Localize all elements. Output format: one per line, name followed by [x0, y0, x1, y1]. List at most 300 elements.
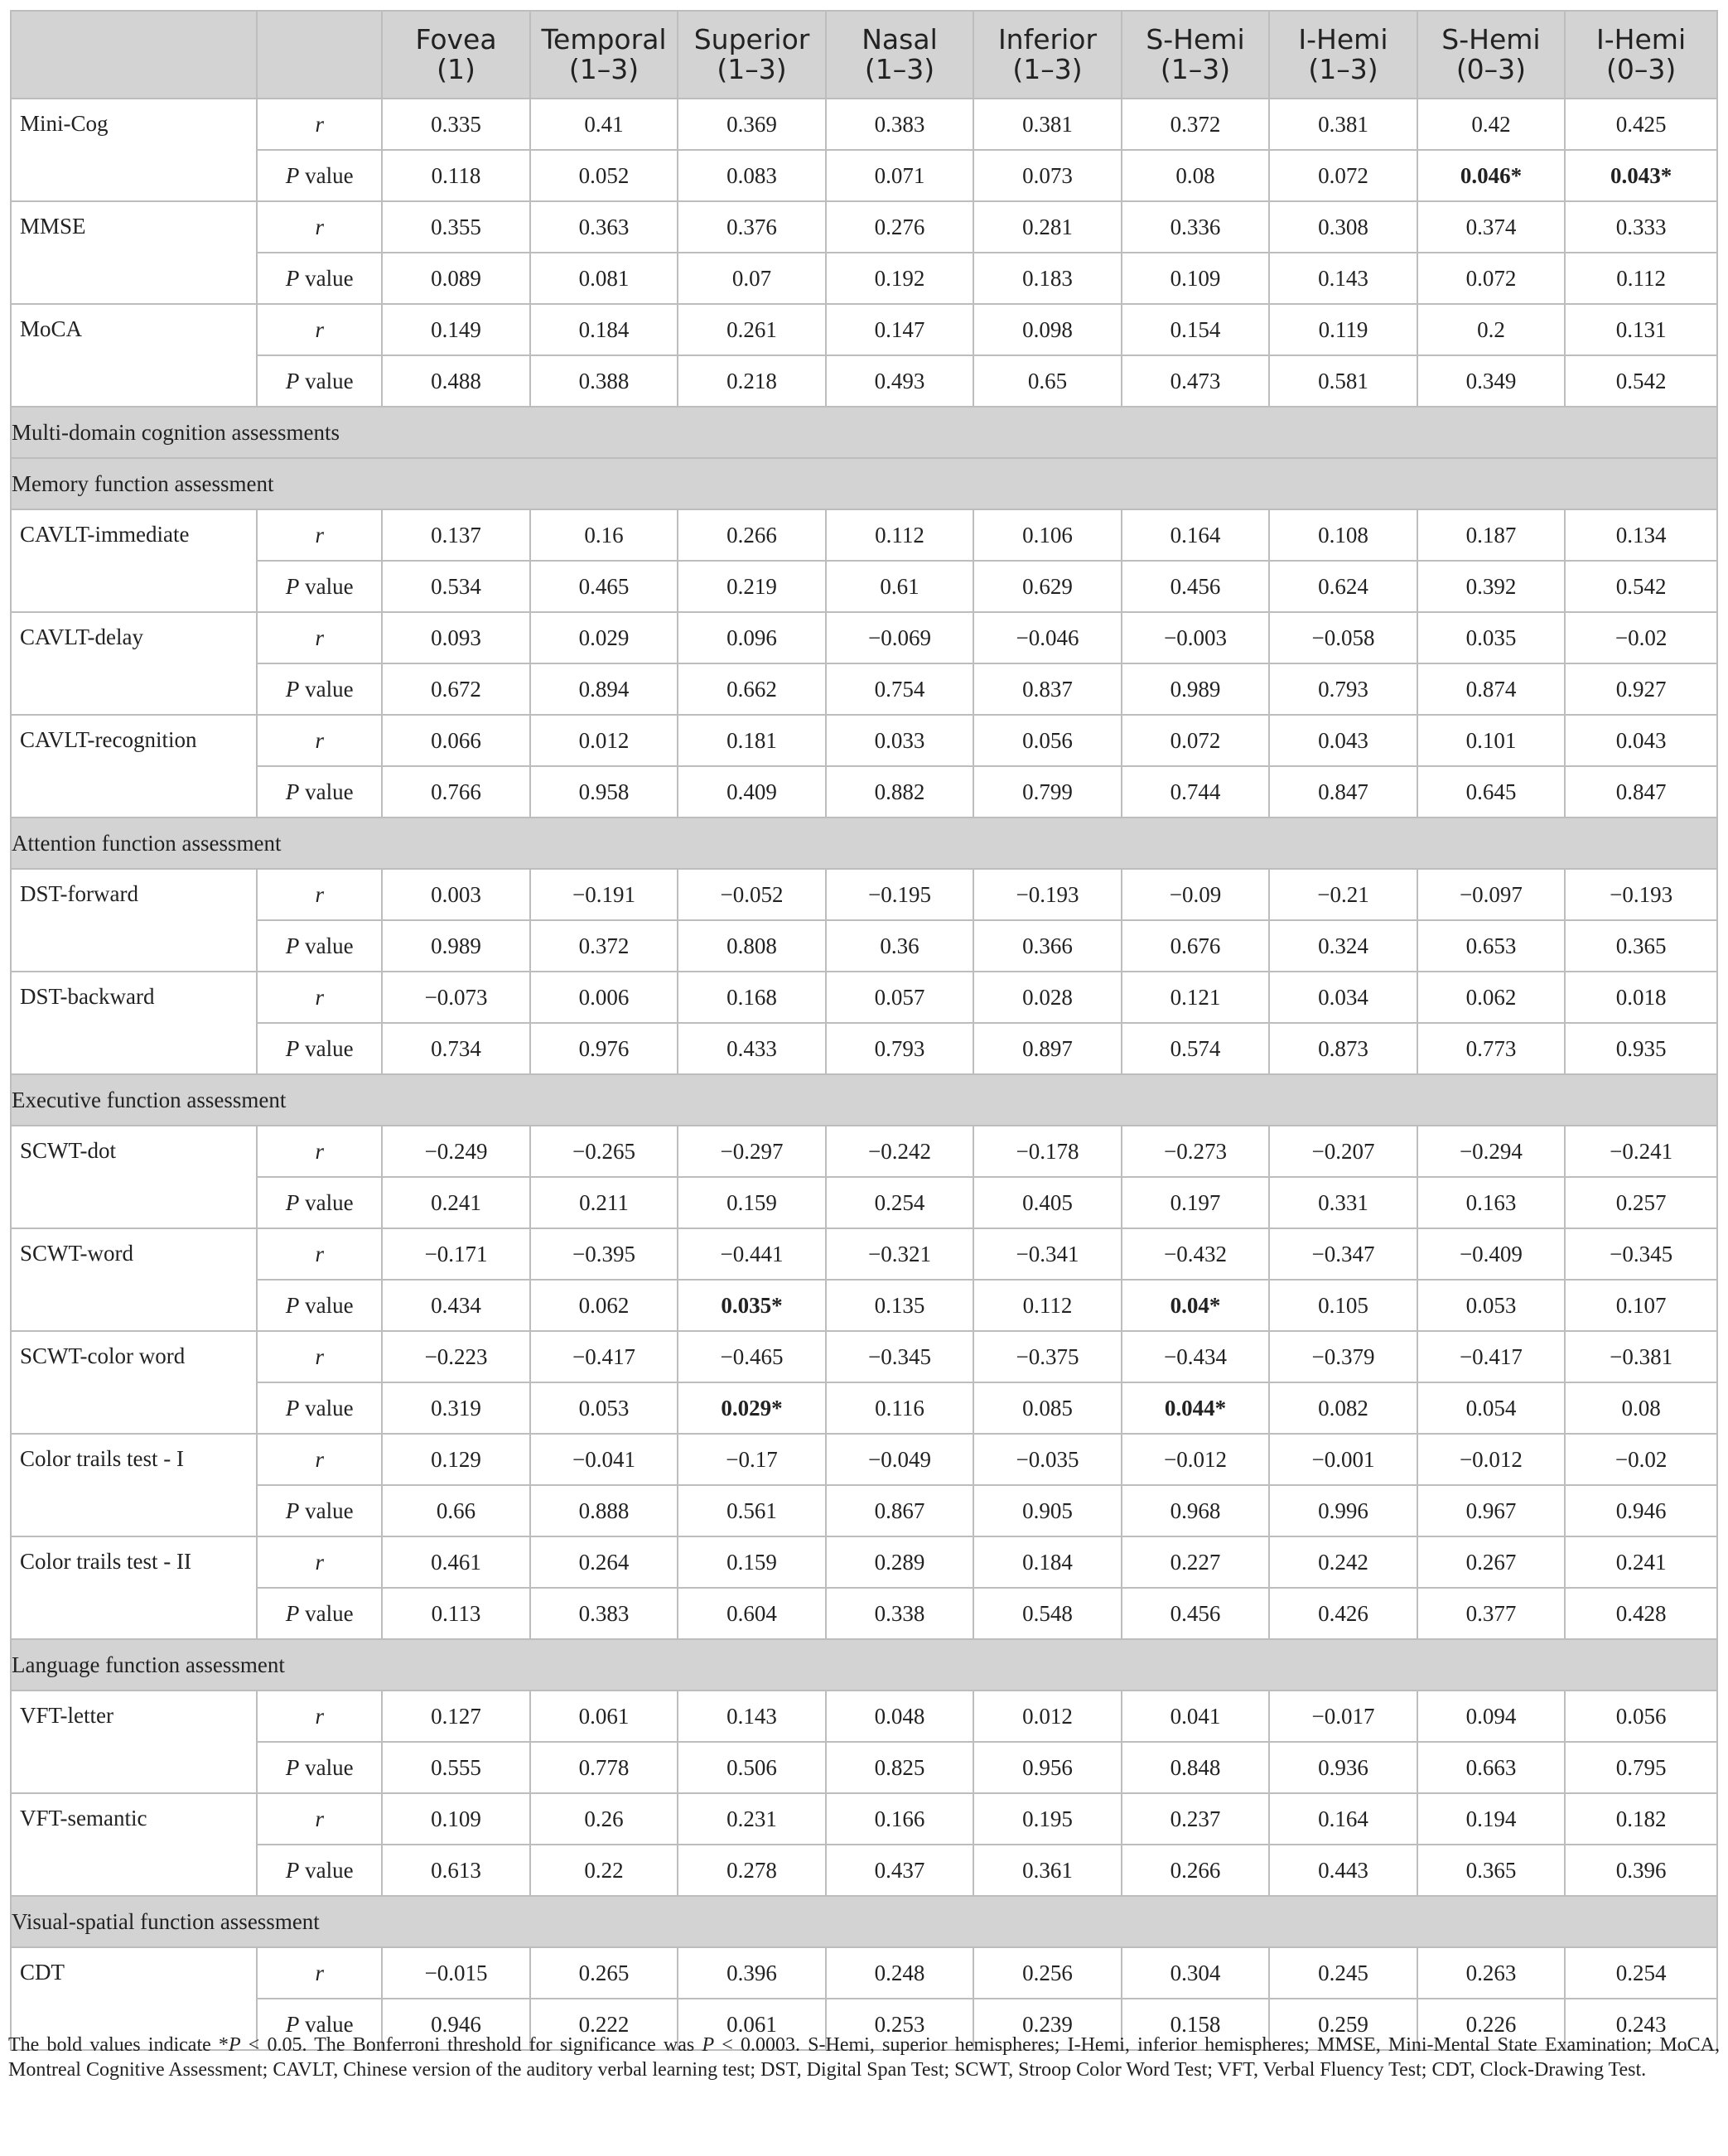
- r-value-cell: 0.093: [382, 612, 529, 663]
- r-value-cell: −0.001: [1269, 1434, 1417, 1485]
- p-value-cell: 0.324: [1269, 920, 1417, 972]
- r-value-cell: 0.112: [826, 509, 973, 561]
- p-value-cell: 0.08: [1565, 1382, 1717, 1434]
- r-value-cell: 0.396: [678, 1947, 825, 1999]
- p-value-cell: 0.253: [826, 1999, 973, 2050]
- measure-label: SCWT-word: [11, 1228, 257, 1331]
- r-value-cell: −0.193: [1565, 869, 1717, 920]
- p-value-cell: 0.493: [826, 355, 973, 407]
- measure-label: MMSE: [11, 201, 257, 304]
- r-value-cell: −0.052: [678, 869, 825, 920]
- r-value-cell: −0.09: [1122, 869, 1269, 920]
- p-value-cell: 0.848: [1122, 1742, 1269, 1793]
- stat-label-p-rest: value: [299, 1395, 354, 1420]
- column-header-range: (0–3): [1455, 53, 1527, 85]
- stat-label-p-italic: P: [285, 676, 300, 702]
- p-value-cell: 0.338: [826, 1588, 973, 1639]
- column-header: [1122, 11, 1269, 99]
- r-value-cell: −0.434: [1122, 1331, 1269, 1382]
- p-value-cell: 0.029*: [678, 1382, 825, 1434]
- r-value-cell: 0.066: [382, 715, 529, 766]
- p-value-cell: 0.778: [530, 1742, 678, 1793]
- r-value-cell: 0.383: [826, 99, 973, 150]
- stat-label-r: r: [257, 1691, 382, 1742]
- r-value-cell: 0.006: [530, 972, 678, 1023]
- p-value-cell: 0.163: [1417, 1177, 1565, 1228]
- section-title: Multi-domain cognition assessments: [11, 407, 1717, 458]
- r-value-cell: 0.149: [382, 304, 529, 355]
- p-value-cell: 0.107: [1565, 1280, 1717, 1331]
- p-value-cell: 0.968: [1122, 1485, 1269, 1536]
- p-value-cell: 0.574: [1122, 1023, 1269, 1074]
- r-value-cell: 0.304: [1122, 1947, 1269, 1999]
- p-value-cell: 0.61: [826, 561, 973, 612]
- p-value-cell: 0.946: [382, 1999, 529, 2050]
- stat-label-p-rest: value: [299, 1498, 354, 1523]
- r-value-cell: −0.409: [1417, 1228, 1565, 1280]
- r-value-cell: −0.345: [1565, 1228, 1717, 1280]
- r-value-cell: 0.072: [1122, 715, 1269, 766]
- measure-label: SCWT-dot: [11, 1126, 257, 1228]
- table-body: [11, 99, 1717, 2050]
- table-row: [11, 1023, 1717, 1074]
- r-value-cell: −0.341: [973, 1228, 1121, 1280]
- header-blank-cell: [257, 11, 382, 99]
- table-row: [11, 1382, 1717, 1434]
- r-value-cell: −0.041: [530, 1434, 678, 1485]
- r-value-cell: −0.375: [973, 1331, 1121, 1382]
- r-value-cell: 0.369: [678, 99, 825, 150]
- r-value-cell: 0.094: [1417, 1691, 1565, 1742]
- stat-label-r: r: [257, 1434, 382, 1485]
- measure-label: Color trails test - I: [11, 1434, 257, 1536]
- stat-label-p-value: [257, 663, 382, 715]
- r-value-cell: 0.043: [1565, 715, 1717, 766]
- p-value-cell: 0.506: [678, 1742, 825, 1793]
- table-row: [11, 920, 1717, 972]
- table-row: [11, 201, 1717, 253]
- section-header-row: [11, 458, 1717, 509]
- p-value-cell: 0.548: [973, 1588, 1121, 1639]
- section-header-row: [11, 407, 1717, 458]
- stat-label-r: r: [257, 612, 382, 663]
- p-value-cell: 0.561: [678, 1485, 825, 1536]
- p-value-cell: 0.996: [1269, 1485, 1417, 1536]
- table-row: [11, 304, 1717, 355]
- p-value-cell: 0.989: [382, 920, 529, 972]
- stat-label-p-value: [257, 1845, 382, 1896]
- p-value-cell: 0.426: [1269, 1588, 1417, 1639]
- column-header: [1417, 11, 1565, 99]
- measure-label: Color trails test - II: [11, 1536, 257, 1639]
- r-value-cell: 0.012: [973, 1691, 1121, 1742]
- stat-label-p-italic: P: [285, 265, 300, 291]
- r-value-cell: −0.347: [1269, 1228, 1417, 1280]
- measure-label: CAVLT-immediate: [11, 509, 257, 612]
- r-value-cell: 0.096: [678, 612, 825, 663]
- p-value-cell: 0.795: [1565, 1742, 1717, 1793]
- column-header-range: (1–3): [864, 53, 935, 85]
- r-value-cell: −0.195: [826, 869, 973, 920]
- p-value-cell: 0.534: [382, 561, 529, 612]
- r-value-cell: −0.097: [1417, 869, 1565, 920]
- measure-label: SCWT-color word: [11, 1331, 257, 1434]
- stat-label-r: r: [257, 304, 382, 355]
- r-value-cell: −0.191: [530, 869, 678, 920]
- r-value-cell: 0.109: [382, 1793, 529, 1845]
- stat-label-r: r: [257, 1331, 382, 1382]
- p-value-cell: 0.366: [973, 920, 1121, 972]
- r-value-cell: 0.376: [678, 201, 825, 253]
- r-value-cell: −0.02: [1565, 1434, 1717, 1485]
- r-value-cell: 0.2: [1417, 304, 1565, 355]
- section-header-row: [11, 1639, 1717, 1691]
- p-value-cell: 0.927: [1565, 663, 1717, 715]
- p-value-cell: 0.847: [1269, 766, 1417, 818]
- stat-label-p-value: [257, 1485, 382, 1536]
- p-value-cell: 0.663: [1417, 1742, 1565, 1793]
- p-value-cell: 0.073: [973, 150, 1121, 201]
- column-header-range: (1–3): [568, 53, 640, 85]
- table-row: [11, 1434, 1717, 1485]
- r-value-cell: −0.249: [382, 1126, 529, 1177]
- column-header-name: Nasal: [862, 23, 938, 55]
- table-row: [11, 869, 1717, 920]
- r-value-cell: 0.129: [382, 1434, 529, 1485]
- r-value-cell: 0.056: [973, 715, 1121, 766]
- table-row: [11, 1228, 1717, 1280]
- r-value-cell: 0.266: [678, 509, 825, 561]
- column-header: [1269, 11, 1417, 99]
- p-value-cell: 0.604: [678, 1588, 825, 1639]
- stat-label-p-rest: value: [299, 1754, 354, 1780]
- r-value-cell: 0.056: [1565, 1691, 1717, 1742]
- stat-label-p-value: [257, 150, 382, 201]
- stat-label-p-rest: value: [299, 162, 354, 188]
- r-value-cell: 0.121: [1122, 972, 1269, 1023]
- stat-label-p-italic: P: [285, 1857, 300, 1883]
- p-value-cell: 0.744: [1122, 766, 1269, 818]
- p-value-cell: 0.967: [1417, 1485, 1565, 1536]
- p-value-cell: 0.061: [678, 1999, 825, 2050]
- p-value-cell: 0.211: [530, 1177, 678, 1228]
- p-value-cell: 0.219: [678, 561, 825, 612]
- table-row: [11, 663, 1717, 715]
- p-value-cell: 0.372: [530, 920, 678, 972]
- p-value-cell: 0.754: [826, 663, 973, 715]
- p-value-cell: 0.396: [1565, 1845, 1717, 1896]
- p-value-cell: 0.388: [530, 355, 678, 407]
- p-value-cell: 0.266: [1122, 1845, 1269, 1896]
- p-value-cell: 0.083: [678, 150, 825, 201]
- stat-label-p-italic: P: [285, 1292, 300, 1318]
- column-header: [1565, 11, 1717, 99]
- p-value-cell: 0.542: [1565, 561, 1717, 612]
- p-value-cell: 0.581: [1269, 355, 1417, 407]
- r-value-cell: 0.134: [1565, 509, 1717, 561]
- section-title: Memory function assessment: [11, 458, 1717, 509]
- p-value-cell: 0.243: [1565, 1999, 1717, 2050]
- table-row: [11, 1126, 1717, 1177]
- p-value-cell: 0.542: [1565, 355, 1717, 407]
- table-row: [11, 1793, 1717, 1845]
- footnote-text-2: < 0.05. The Bonferroni threshold for significance was: [240, 2034, 702, 2056]
- stat-label-p-italic: P: [285, 1600, 300, 1626]
- r-value-cell: 0.263: [1417, 1947, 1565, 1999]
- r-value-cell: −0.242: [826, 1126, 973, 1177]
- p-value-cell: 0.976: [530, 1023, 678, 1074]
- stat-label-p-italic: P: [285, 2011, 300, 2037]
- r-value-cell: 0.034: [1269, 972, 1417, 1023]
- p-value-cell: 0.046*: [1417, 150, 1565, 201]
- r-value-cell: 0.168: [678, 972, 825, 1023]
- p-value-cell: 0.624: [1269, 561, 1417, 612]
- footnote-italic-p-2: P: [702, 2034, 715, 2056]
- stat-label-p-value: [257, 1588, 382, 1639]
- table-row: [11, 1280, 1717, 1331]
- p-value-cell: 0.409: [678, 766, 825, 818]
- p-value-cell: 0.956: [973, 1742, 1121, 1793]
- p-value-cell: 0.08: [1122, 150, 1269, 201]
- r-value-cell: 0.108: [1269, 509, 1417, 561]
- r-value-cell: 0.355: [382, 201, 529, 253]
- stat-label-p-value: [257, 1742, 382, 1793]
- r-value-cell: −0.381: [1565, 1331, 1717, 1382]
- p-value-cell: 0.035*: [678, 1280, 825, 1331]
- r-value-cell: 0.028: [973, 972, 1121, 1023]
- p-value-cell: 0.766: [382, 766, 529, 818]
- column-header: [973, 11, 1121, 99]
- r-value-cell: 0.012: [530, 715, 678, 766]
- r-value-cell: −0.265: [530, 1126, 678, 1177]
- r-value-cell: 0.231: [678, 1793, 825, 1845]
- table-row: [11, 509, 1717, 561]
- section-title: Executive function assessment: [11, 1074, 1717, 1126]
- footnote-text-1: The bold values indicate *: [8, 2034, 229, 2056]
- p-value-cell: 0.734: [382, 1023, 529, 1074]
- p-value-cell: 0.222: [530, 1999, 678, 2050]
- stat-label-p-italic: P: [285, 1754, 300, 1780]
- p-value-cell: 0.874: [1417, 663, 1565, 715]
- p-value-cell: 0.456: [1122, 561, 1269, 612]
- stat-label-p-italic: P: [285, 573, 300, 599]
- p-value-cell: 0.072: [1269, 150, 1417, 201]
- p-value-cell: 0.118: [382, 150, 529, 201]
- p-value-cell: 0.825: [826, 1742, 973, 1793]
- measure-label: VFT-letter: [11, 1691, 257, 1793]
- r-value-cell: 0.336: [1122, 201, 1269, 253]
- p-value-cell: 0.662: [678, 663, 825, 715]
- p-value-cell: 0.062: [530, 1280, 678, 1331]
- r-value-cell: 0.276: [826, 201, 973, 253]
- r-value-cell: −0.297: [678, 1126, 825, 1177]
- r-value-cell: 0.372: [1122, 99, 1269, 150]
- stat-label-r: r: [257, 1947, 382, 1999]
- r-value-cell: −0.345: [826, 1331, 973, 1382]
- stat-label-r: r: [257, 1536, 382, 1588]
- p-value-cell: 0.043*: [1565, 150, 1717, 201]
- r-value-cell: 0.029: [530, 612, 678, 663]
- r-value-cell: 0.333: [1565, 201, 1717, 253]
- r-value-cell: −0.395: [530, 1228, 678, 1280]
- stat-label-p-value: [257, 1280, 382, 1331]
- r-value-cell: 0.182: [1565, 1793, 1717, 1845]
- r-value-cell: −0.171: [382, 1228, 529, 1280]
- column-header-name: Temporal: [541, 23, 667, 55]
- p-value-cell: 0.319: [382, 1382, 529, 1434]
- r-value-cell: −0.017: [1269, 1691, 1417, 1742]
- r-value-cell: −0.015: [382, 1947, 529, 1999]
- p-value-cell: 0.989: [1122, 663, 1269, 715]
- column-header-range: (1–3): [1012, 53, 1083, 85]
- column-header-name: S-Hemi: [1146, 23, 1245, 55]
- section-header-row: [11, 1896, 1717, 1947]
- r-value-cell: 0.308: [1269, 201, 1417, 253]
- stat-label-p-value: [257, 920, 382, 972]
- p-value-cell: 0.456: [1122, 1588, 1269, 1639]
- table-row: [11, 972, 1717, 1023]
- p-value-cell: 0.105: [1269, 1280, 1417, 1331]
- p-value-cell: 0.894: [530, 663, 678, 715]
- measure-label: Mini-Cog: [11, 99, 257, 201]
- r-value-cell: −0.035: [973, 1434, 1121, 1485]
- table-row: [11, 1485, 1717, 1536]
- table-footnote: [8, 2033, 1720, 2082]
- r-value-cell: −0.21: [1269, 869, 1417, 920]
- table-row: [11, 1845, 1717, 1896]
- r-value-cell: −0.223: [382, 1331, 529, 1382]
- r-value-cell: 0.033: [826, 715, 973, 766]
- r-value-cell: 0.256: [973, 1947, 1121, 1999]
- p-value-cell: 0.383: [530, 1588, 678, 1639]
- stat-label-p-value: [257, 355, 382, 407]
- p-value-cell: 0.882: [826, 766, 973, 818]
- stat-label-p-rest: value: [299, 1857, 354, 1883]
- column-header-range: (1): [437, 53, 475, 85]
- p-value-cell: 0.365: [1565, 920, 1717, 972]
- table-row: [11, 1947, 1717, 1999]
- r-value-cell: −0.003: [1122, 612, 1269, 663]
- stat-label-p-italic: P: [285, 1395, 300, 1420]
- p-value-cell: 0.239: [973, 1999, 1121, 2050]
- column-header-name: S-Hemi: [1441, 23, 1541, 55]
- p-value-cell: 0.434: [382, 1280, 529, 1331]
- r-value-cell: 0.057: [826, 972, 973, 1023]
- p-value-cell: 0.331: [1269, 1177, 1417, 1228]
- table-row: [11, 99, 1717, 150]
- p-value-cell: 0.112: [973, 1280, 1121, 1331]
- r-value-cell: 0.184: [530, 304, 678, 355]
- r-value-cell: 0.187: [1417, 509, 1565, 561]
- p-value-cell: 0.392: [1417, 561, 1565, 612]
- r-value-cell: −0.178: [973, 1126, 1121, 1177]
- p-value-cell: 0.428: [1565, 1588, 1717, 1639]
- p-value-cell: 0.183: [973, 253, 1121, 304]
- p-value-cell: 0.054: [1417, 1382, 1565, 1434]
- stat-label-p-value: [257, 1023, 382, 1074]
- r-value-cell: 0.363: [530, 201, 678, 253]
- table-row: [11, 1177, 1717, 1228]
- column-header-name: I-Hemi: [1596, 23, 1687, 55]
- table-row: [11, 561, 1717, 612]
- p-value-cell: 0.361: [973, 1845, 1121, 1896]
- r-value-cell: −0.17: [678, 1434, 825, 1485]
- r-value-cell: 0.242: [1269, 1536, 1417, 1588]
- r-value-cell: 0.184: [973, 1536, 1121, 1588]
- section-header-row: [11, 1074, 1717, 1126]
- r-value-cell: −0.207: [1269, 1126, 1417, 1177]
- r-value-cell: 0.381: [1269, 99, 1417, 150]
- table-row: [11, 1742, 1717, 1793]
- r-value-cell: 0.425: [1565, 99, 1717, 150]
- p-value-cell: 0.935: [1565, 1023, 1717, 1074]
- p-value-cell: 0.159: [678, 1177, 825, 1228]
- p-value-cell: 0.433: [678, 1023, 825, 1074]
- column-header-name: Superior: [693, 23, 810, 55]
- table-row: [11, 253, 1717, 304]
- r-value-cell: 0.101: [1417, 715, 1565, 766]
- r-value-cell: 0.062: [1417, 972, 1565, 1023]
- r-value-cell: 0.137: [382, 509, 529, 561]
- table-row: [11, 1331, 1717, 1382]
- section-title: Visual-spatial function assessment: [11, 1896, 1717, 1947]
- r-value-cell: −0.02: [1565, 612, 1717, 663]
- r-value-cell: 0.461: [382, 1536, 529, 1588]
- stat-label-p-rest: value: [299, 1292, 354, 1318]
- p-value-cell: 0.197: [1122, 1177, 1269, 1228]
- p-value-cell: 0.793: [826, 1023, 973, 1074]
- p-value-cell: 0.081: [530, 253, 678, 304]
- p-value-cell: 0.349: [1417, 355, 1565, 407]
- measure-label: DST-forward: [11, 869, 257, 972]
- stat-label-p-rest: value: [299, 1035, 354, 1061]
- p-value-cell: 0.465: [530, 561, 678, 612]
- r-value-cell: 0.41: [530, 99, 678, 150]
- stat-label-p-italic: P: [285, 779, 300, 804]
- p-value-cell: 0.847: [1565, 766, 1717, 818]
- r-value-cell: 0.043: [1269, 715, 1417, 766]
- footnote-italic-p-1: P: [228, 2034, 241, 2056]
- r-value-cell: −0.273: [1122, 1126, 1269, 1177]
- p-value-cell: 0.946: [1565, 1485, 1717, 1536]
- r-value-cell: −0.069: [826, 612, 973, 663]
- p-value-cell: 0.044*: [1122, 1382, 1269, 1434]
- stat-label-p-value: [257, 1382, 382, 1434]
- r-value-cell: 0.194: [1417, 1793, 1565, 1845]
- stat-label-p-italic: P: [285, 1189, 300, 1215]
- r-value-cell: 0.241: [1565, 1536, 1717, 1588]
- stat-label-p-rest: value: [299, 573, 354, 599]
- p-value-cell: 0.226: [1417, 1999, 1565, 2050]
- measure-label: DST-backward: [11, 972, 257, 1074]
- p-value-cell: 0.22: [530, 1845, 678, 1896]
- p-value-cell: 0.488: [382, 355, 529, 407]
- r-value-cell: 0.166: [826, 1793, 973, 1845]
- p-value-cell: 0.218: [678, 355, 825, 407]
- stat-label-p-rest: value: [299, 1189, 354, 1215]
- p-value-cell: 0.143: [1269, 253, 1417, 304]
- r-value-cell: 0.164: [1269, 1793, 1417, 1845]
- stat-label-p-rest: value: [299, 779, 354, 804]
- r-value-cell: −0.046: [973, 612, 1121, 663]
- r-value-cell: 0.159: [678, 1536, 825, 1588]
- p-value-cell: 0.085: [973, 1382, 1121, 1434]
- r-value-cell: −0.432: [1122, 1228, 1269, 1280]
- stat-label-p-value: [257, 561, 382, 612]
- p-value-cell: 0.072: [1417, 253, 1565, 304]
- p-value-cell: 0.65: [973, 355, 1121, 407]
- p-value-cell: 0.473: [1122, 355, 1269, 407]
